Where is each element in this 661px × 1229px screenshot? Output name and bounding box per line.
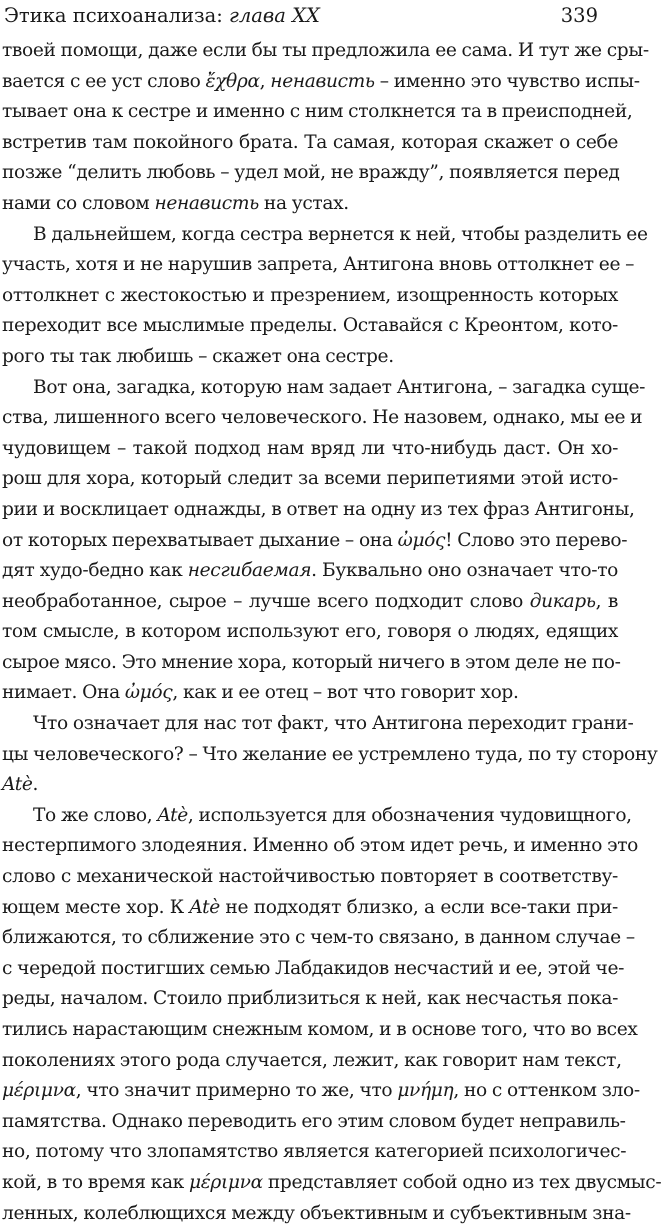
text-run: ства, лишенного всего человеческого. Не назовем, однако, мы ее и — [2, 407, 643, 429]
text-run: нимает. Она — [2, 682, 125, 704]
italic-term: ненависть — [270, 70, 375, 92]
text-line — [2, 526, 628, 557]
text-run: чудовищем – такой подход нам вряд ли что-нибудь даст. Он хо- — [2, 437, 618, 459]
text-run: ближаются, то сближение это с чем-то связано, в данном случае – — [2, 927, 635, 949]
text-run: . Буквально оно означает что-то — [311, 560, 618, 582]
text-line — [2, 1107, 626, 1138]
text-run: . — [32, 774, 39, 796]
chapter-title-prefix: Этика психоанализа: — [4, 4, 230, 27]
text-run: Вот она, загадка, которую нам задает Антигона, – загадка суще- — [33, 376, 646, 398]
paragraph — [2, 373, 646, 710]
text-run: рош для хора, который следит за всеми перипетиями этой исто- — [2, 468, 618, 490]
italic-term: Atè — [189, 896, 220, 918]
text-run: слово с механической настойчивостью повторяет в соответству- — [2, 866, 618, 888]
text-run: позже “делить любовь – удел мой, не вражду”, появляется перед — [2, 162, 620, 184]
text-line — [2, 189, 618, 220]
text-line — [2, 923, 635, 954]
text-run: не подходят близко, а если все-таки при- — [219, 896, 618, 918]
italic-term: μνήμη — [397, 1080, 454, 1102]
text-line — [2, 1199, 631, 1229]
text-run: ленных, колеблющихся между объективным и субъективным зна- — [2, 1202, 631, 1224]
text-run: , что значит примерно то же, что — [75, 1080, 398, 1102]
text-line — [2, 311, 618, 342]
text-run: , в — [595, 590, 618, 612]
text-run: , — [259, 70, 271, 92]
text-run: ! Слово это перево- — [445, 529, 628, 551]
text-line — [2, 495, 635, 526]
text-line — [2, 128, 618, 159]
text-line — [2, 36, 649, 67]
text-run: но, потому что злопамятство является категорией психологичес- — [2, 1141, 627, 1163]
italic-term: ὠμός — [397, 529, 446, 551]
text-line — [2, 954, 625, 985]
text-line — [2, 67, 640, 98]
italic-term: μέριμνα — [189, 1171, 263, 1193]
text-run: рии и восклицает однажды, в ответ на одну из тех фраз Антигоны, — [2, 498, 635, 520]
text-run: оттолкнет с жестокостью и презрением, изощренность которых — [2, 284, 618, 306]
text-line — [2, 770, 618, 801]
body-text — [2, 36, 661, 1229]
italic-term: μέριμνα — [2, 1080, 76, 1102]
text-line — [2, 97, 633, 128]
text-line — [2, 709, 634, 740]
text-line — [2, 831, 639, 862]
text-line — [2, 373, 646, 404]
text-run: представляет собой одно из тех двусмыс- — [262, 1171, 661, 1193]
text-run: памятства. Однако переводить его этим словом будет неправиль- — [2, 1110, 626, 1132]
text-line — [2, 1015, 638, 1046]
text-line — [2, 1046, 622, 1077]
text-line — [2, 556, 618, 587]
text-run: В дальнейшем, когда сестра вернется к ней, чтобы разделить ее — [33, 223, 648, 245]
text-run: ющем месте хор. К — [2, 896, 190, 918]
italic-term: ἔχθρα — [205, 70, 260, 92]
running-head — [4, 2, 598, 32]
text-run: , но с оттенком зло- — [453, 1080, 640, 1102]
text-line — [2, 403, 643, 434]
text-line — [2, 678, 618, 709]
italic-term: дикарь — [529, 590, 596, 612]
text-line — [2, 862, 618, 893]
text-line — [2, 617, 618, 648]
text-run: том смысле, в котором используют его, говоря о людях, едящих — [2, 621, 618, 643]
text-line — [2, 220, 648, 251]
italic-term: ненависть — [154, 192, 259, 214]
text-line — [2, 587, 618, 618]
text-run: встретив там покойного брата. Та самая, которая скажет о себе — [2, 131, 618, 153]
text-run: сырое мясо. Это мнение хора, который ничего в этом деле не по- — [2, 651, 621, 673]
text-line — [2, 281, 618, 312]
text-run: твоей помощи, даже если бы ты предложила ее сама. И тут же сры- — [2, 40, 649, 61]
text-run: вается с ее уст слово — [2, 70, 206, 92]
text-run: тились нарастающим снежным комом, и в основе того, что во всех — [2, 1019, 638, 1040]
text-run: участь, хотя и не нарушив запрета, Антигона вновь оттолкнет ее – — [2, 254, 635, 276]
text-run: нестерпимого злодеяния. Именно об этом идет речь, и именно это — [2, 835, 639, 857]
text-run: , используется для обозначения чудовищного, — [187, 804, 632, 826]
paragraph — [2, 801, 661, 1229]
chapter-title — [4, 2, 320, 30]
text-run: Что означает для нас тот факт, что Антигона переходит грани- — [33, 713, 634, 735]
text-line — [2, 250, 635, 281]
text-run: от которых перехватывает дыхание – она — [2, 529, 398, 551]
text-run: на устах. — [258, 192, 349, 214]
text-run: – именно это чувство испы- — [374, 70, 640, 92]
text-line — [2, 464, 618, 495]
page-number: 339 — [560, 4, 598, 27]
text-line — [2, 342, 618, 373]
text-line — [2, 1168, 661, 1199]
text-run: переходит все мыслимые пределы. Оставайся с Креонтом, кото- — [2, 315, 618, 337]
text-run: цы человеческого? – Что желание ее устремлено туда, по ту сторону — [2, 743, 658, 765]
italic-term: Atè — [2, 774, 33, 796]
italic-term: ὠμός — [124, 682, 173, 704]
italic-term: Atè — [157, 804, 188, 826]
text-line — [2, 984, 618, 1015]
paragraph — [2, 36, 649, 220]
chapter-title-italic: глава XX — [229, 4, 320, 27]
text-run: с чередой постигших семью Лабдакидов несчастий и ее, этой че- — [2, 957, 625, 979]
text-line — [2, 1076, 640, 1107]
text-run: нами со словом — [2, 192, 155, 214]
text-line — [2, 648, 621, 679]
text-line — [2, 740, 658, 771]
italic-term: несгибаемая — [187, 560, 312, 582]
text-line — [2, 158, 618, 189]
paragraph — [2, 709, 658, 801]
text-line — [2, 434, 618, 465]
text-line — [2, 801, 632, 832]
text-run: поколениях этого рода случается, лежит, как говорит нам текст, — [2, 1049, 622, 1071]
text-line — [2, 893, 618, 924]
text-line — [2, 1137, 627, 1168]
text-run: необработанное, сырое – лучше всего подходит слово — [2, 590, 530, 612]
text-run: дят худо-бедно как — [2, 560, 188, 582]
text-run: рого ты так любишь – скажет она сестре. — [2, 345, 394, 367]
text-run: кой, в то время как — [2, 1171, 190, 1193]
paragraph — [2, 220, 648, 373]
text-run: То же слово, — [33, 804, 158, 826]
text-run: реды, началом. Стоило приблизиться к ней, как несчастья пока- — [2, 988, 618, 1010]
text-run: тывает она к сестре и именно с ним столкнется та в преисподней, — [2, 101, 633, 123]
text-run: , как и ее отец – вот что говорит хор. — [172, 682, 519, 704]
